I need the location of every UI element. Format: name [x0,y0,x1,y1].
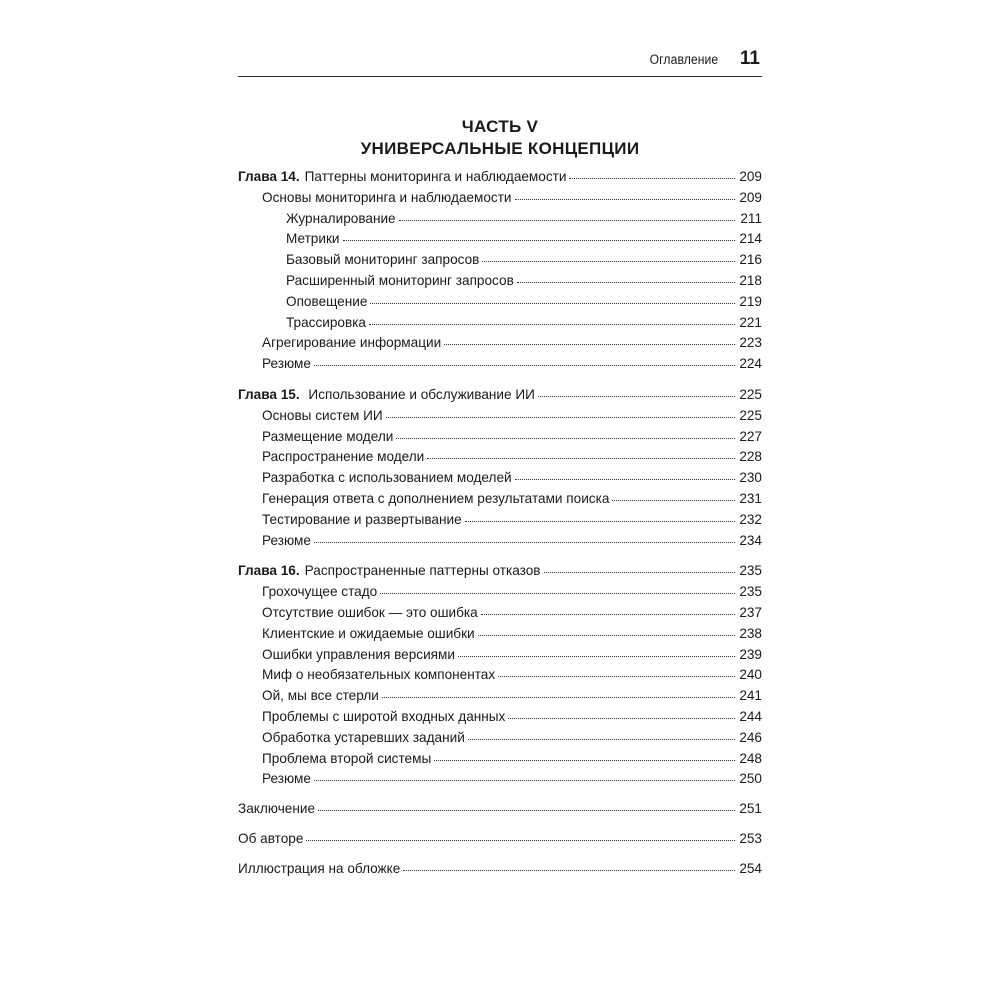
toc-section-entry [238,427,762,448]
toc-section-entry [238,707,762,728]
toc-entry-title: Тестирование и развертывание [262,511,462,527]
toc-entry-title: Распространение модели [262,449,425,465]
toc-page-number: 251 [739,801,762,817]
dot-leader [569,178,735,179]
toc-page-number: 235 [739,563,762,579]
dot-leader [481,614,735,615]
toc-chapter-group [238,385,762,551]
toc-entry-title: Разработка с использованием моделей [262,470,512,486]
toc-section-entry [238,728,762,749]
toc-page-number: 223 [739,335,762,351]
toc-section-entry [238,250,762,271]
toc-section-entry [238,749,762,770]
spacer [238,790,762,799]
toc-entry-title: Распространенные паттерны отказов [304,563,541,579]
dot-leader [318,810,735,811]
dot-leader [458,656,735,657]
spacer [238,820,762,829]
toc-section-entry [238,686,762,707]
dot-leader [306,840,735,841]
dot-leader [343,240,735,241]
toc-page-number: 230 [739,470,762,486]
toc-section-entry [238,510,762,531]
toc-section-entry [238,406,762,427]
dot-leader [314,542,735,543]
toc-section-entry [238,188,762,209]
toc-section-entry [238,229,762,250]
toc-entry-title: Резюме [262,771,311,787]
toc-page-number: 250 [739,771,762,787]
spacer [238,850,762,859]
toc-entry-title: Основы мониторинга и наблюдаемости [262,189,512,205]
table-of-contents [238,167,762,880]
toc-back-matter-entry [238,859,762,880]
dot-leader [382,697,735,698]
dot-leader [478,635,735,636]
dot-leader [498,676,735,677]
toc-entry-title: Расширенный мониторинг запросов [286,272,514,288]
toc-page-number: 235 [739,584,762,600]
toc-entry-title: Заключение [238,801,316,817]
running-head [238,48,762,77]
toc-section-entry [238,603,762,624]
toc-section-entry [238,313,762,334]
toc-section-entry [238,489,762,510]
toc-entry-title: Клиентские и ожидаемые ошибки [262,625,475,641]
toc-section-entry [238,292,762,313]
dot-leader [544,572,735,573]
toc-page-number: 234 [739,532,762,548]
dot-leader [508,718,735,719]
toc-page-number: 232 [739,511,762,527]
part-heading [238,116,762,160]
dot-leader [370,303,735,304]
chapter-number: Глава 14. [238,169,300,184]
part-label: ЧАСТЬ V [461,117,539,136]
toc-page-number: 225 [739,407,762,423]
spacer [238,375,762,385]
dot-leader [482,261,735,262]
toc-page-number: 231 [739,490,762,506]
toc-page-number: 214 [739,231,762,247]
toc-entry-title: Резюме [262,532,311,548]
toc-back-matter-entry [238,799,762,820]
chapter-number: Глава 15. [238,386,300,402]
part-title: УНИВЕРСАЛЬНЫЕ КОНЦЕПЦИИ [360,139,640,158]
toc-section-entry [238,769,762,790]
toc-section-entry [238,209,762,230]
dot-leader [538,396,735,397]
toc-page-number: 209 [739,169,762,184]
book-page [238,48,762,880]
toc-chapter-group [238,561,762,790]
toc-entry-title: Основы систем ИИ [262,407,383,423]
toc-page-number: 240 [739,667,762,683]
toc-page-number: 209 [739,189,762,205]
toc-page-number: 253 [739,830,762,846]
toc-entry-title: Иллюстрация на обложке [238,860,401,876]
running-head-section: Оглавление [649,52,718,67]
dot-leader [396,438,735,439]
toc-page-number: 237 [739,604,762,620]
toc-section-entry [238,468,762,489]
toc-page-number: 221 [739,314,762,330]
toc-back-matter-entry [238,829,762,850]
toc-page-number: 225 [739,386,762,402]
toc-entry-title: Агрегирование информации [262,335,442,351]
toc-entry-title: Обработка устаревших заданий [262,729,465,745]
dot-leader [399,220,735,221]
dot-leader [468,739,735,740]
toc-chapter-entry [238,561,762,582]
toc-entry-title: Трассировка [286,314,366,330]
toc-entry-title: Оповещение [286,293,368,309]
dot-leader [386,417,735,418]
toc-page-number: 211 [740,210,762,226]
toc-section-entry [238,531,762,552]
toc-entry-title: Грохочущее стадо [262,584,378,600]
chapter-number: Глава 16. [238,563,300,579]
toc-entry-title: Об авторе [238,830,304,846]
toc-page-number: 228 [739,449,762,465]
dot-leader [427,458,735,459]
toc-page-number: 216 [739,252,762,268]
toc-chapter-entry [238,167,762,188]
dot-leader [515,479,735,480]
toc-chapter-group [238,167,762,375]
toc-entry-title: Базовый мониторинг запросов [286,252,480,268]
toc-entry-title: Резюме [262,356,311,372]
dot-leader [403,870,735,871]
toc-section-entry [238,582,762,603]
toc-entry-title: Ошибки управления версиями [262,646,455,662]
toc-section-entry [238,354,762,375]
toc-entry-title: Журналирование [286,210,396,226]
toc-page-number: 227 [739,428,762,444]
spacer [238,551,762,561]
toc-section-entry [238,645,762,666]
toc-entry-title: Отсутствие ошибок — это ошибка [262,604,478,620]
dot-leader [434,760,735,761]
toc-entry-title: Ой, мы все стерли [262,688,379,704]
dot-leader [465,521,735,522]
toc-page-number: 248 [739,750,762,766]
toc-entry-title: Паттерны мониторинга и наблюдаемости [304,169,567,184]
dot-leader [515,199,735,200]
toc-entry-title: Миф о необязательных компонентах [262,667,496,683]
toc-page-number: 238 [739,625,762,641]
toc-entry-title: Проблема второй системы [262,750,432,766]
dot-leader [517,282,735,283]
toc-page-number: 254 [739,860,762,876]
dot-leader [380,593,735,594]
toc-page-number: 239 [739,646,762,662]
toc-entry-title: Использование и обслуживание ИИ [304,386,535,402]
toc-chapter-entry [238,385,762,406]
toc-page-number: 224 [739,356,762,372]
dot-leader [314,365,735,366]
toc-entry-title: Размещение модели [262,428,394,444]
toc-page-number: 219 [739,293,762,309]
toc-entry-title: Генерация ответа с дополнением результатами поиска [262,490,610,506]
toc-page-number: 246 [739,729,762,745]
toc-section-entry [238,624,762,645]
page-number: 11 [739,48,760,69]
toc-section-entry [238,333,762,354]
dot-leader [612,500,735,501]
toc-section-entry [238,665,762,686]
dot-leader [369,324,735,325]
dot-leader [314,780,735,781]
dot-leader [444,344,735,345]
toc-page-number: 244 [739,708,762,724]
toc-page-number: 218 [739,272,762,288]
toc-section-entry [238,447,762,468]
toc-entry-title: Метрики [286,231,340,247]
toc-entry-title: Проблемы с широтой входных данных [262,708,506,724]
toc-page-number: 241 [739,688,762,704]
toc-section-entry [238,271,762,292]
